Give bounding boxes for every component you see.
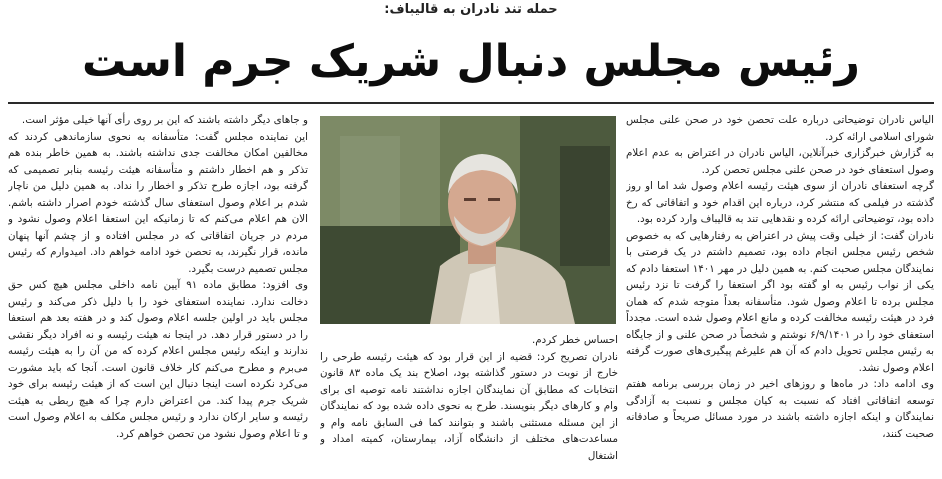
paragraph: و جاهای دیگر داشته باشند که این بر روی رأی آنها خیلی مؤثر است.	[21, 114, 308, 126]
article-photo	[320, 116, 616, 324]
paragraph: به گزارش خبرگزاری خبرآنلاین، الیاس نادران در اعتراض به عدم اعلام وصول استعفای خود در صحن علنی مجلس تحصن کرد.	[626, 147, 934, 176]
paragraph: گرچه استعفای نادران از سوی هیئت رئیسه اعلام وصول شد اما او روز گذشته در فیلمی که منتشر کرد، درباره این اقدام خود و اتفاقاتی که رخ داده بود، توضیحاتی ارائه کرده و نقدهایی تند به قالیباف وارد کرده بود.	[626, 180, 934, 225]
paragraph: این نماینده مجلس گفت: متأسفانه به نحوی سازماندهی کردند که مخالفین امکان مخالفت جدی نداشته باشند. به همین خاطر بنده هم تذکر و هم اخطار داشتم و متأسفانه هیئت رئیسه بنابر تصمیمی که گرفته بود، اجازه طرح تذکر و اخطار را نداد. به همین دلیل من ناچار شدم بر اعلام وصول استعفای سال گذشته خودم اصرار داشته باشم. الان هم اعلام می‌کنم که تا زمانیکه این استعفا اعلام وصول نشود و مردم در جریان اتفاقاتی که در مجلس افتاده و از چشم آنها پنهان مانده، قرار نگیرند، به تحصن خود ادامه خواهم داد. امیدوارم که رئیس مجلس تصمیم درست بگیرد.	[8, 130, 308, 275]
article-headline: رئیس مجلس دنبال شریک جرم است	[82, 36, 860, 87]
article-kicker: حمله تند نادران به قالیباف:	[384, 2, 558, 17]
article-column-left	[8, 112, 308, 476]
portrait-illustration	[320, 116, 616, 324]
article-column-middle	[320, 332, 618, 476]
headline-divider	[8, 102, 934, 104]
paragraph: وی ادامه داد: در ماه‌ها و روزهای اخیر در زمان بررسی برنامه هفتم توسعه اتفاقاتی افتاد که نسبت به کیان مجلس و نسبت به آزادگی نمایندگان و اینکه اجازه داشته باشند در مورد مسائل صریحاً و صادقانه صحبت کنند،	[626, 378, 934, 440]
article-column-right	[626, 112, 934, 476]
paragraph: احساس خطر کردم.	[532, 334, 618, 346]
paragraph: وی افزود: مطابق ماده ۹۱ آیین نامه داخلی مجلس هیچ کس حق دخالت ندارد. نماینده استعفای خود را با دلیل ذکر می‌کند و رئیس مجلس باید در اولین جلسه اعلام وصول کند و در هفته بعد هم استعفا را در دستور قرار دهد. در اینجا نه هیئت رئیسه و نه افراد دیگر نقشی ندارند و اینکه رئیس مجلس اعلام کرده که من آن را به هیئت رئیسه می‌برم و مطرح می‌کنم کار خلاف قانون است. آنجا که باید مشورت می‌کرد نکرده است اینجا دنبال این است که از هیئت رئیسه برای خود شریک جرم پیدا کند. من اعتراض دارم چرا که هیچ ربطی به هیئت رئیسه و سایر ارکان ندارد و رئیس مجلس مکلف به اعلام وصول است و تا اعلام وصول نشود من تحصن خواهم کرد.	[8, 279, 308, 440]
paragraph: نادران گفت: از خیلی وقت پیش در اعتراض به رفتارهایی که به خصوص شخص رئیس مجلس انجام داده بود، تصمیم داشتم در یک فرصتی با نمایندگان مجلس صحبت کنم. به همین دلیل در مهر ۱۴۰۱ استعفا دادم که یکی از نواب رئیس به او گفته بود اگر استعفا را گرفت تا نزد رئیس مجلس برده تا اعلام وصول شود. متأسفانه بعداً متوجه شدم که همان فرد در هیئت رئیسه مخالفت کرده و مانع اعلام وصول شده است. مجدداً استعفای خود را در ۶/۹/۱۴۰۱ نوشتم و شخصاً در صحن علنی و از جایگاه به رئیس مجلس تحویل دادم که آن هم علیرغم پیگیری‌های صورت گرفته اعلام وصول نشد.	[626, 229, 934, 374]
paragraph: الیاس نادران توضیحاتی درباره علت تحصن خود در صحن علنی مجلس شورای اسلامی ارائه کرد.	[626, 114, 934, 143]
paragraph: نادران تصریح کرد: قضیه از این قرار بود که هیئت رئیسه طرحی را خارج از نوبت در دستور گذاشته بود، اصلاح بند یک ماده ۸۳ قانون انتخابات که مطابق آن نمایندگان اجازه نداشتند نامه توصیه ای برای وام و کارهای دیگر بنویسند. طرح به نحوی داده شده بود که نمایندگان از این مسئله مستثنی باشند و بتوانند کما فی السابق نامه وام و مساعدت‌های مختلف از دانشگاه آزاد، بیمارستان، کمیته امداد و اشتغال	[320, 350, 618, 462]
